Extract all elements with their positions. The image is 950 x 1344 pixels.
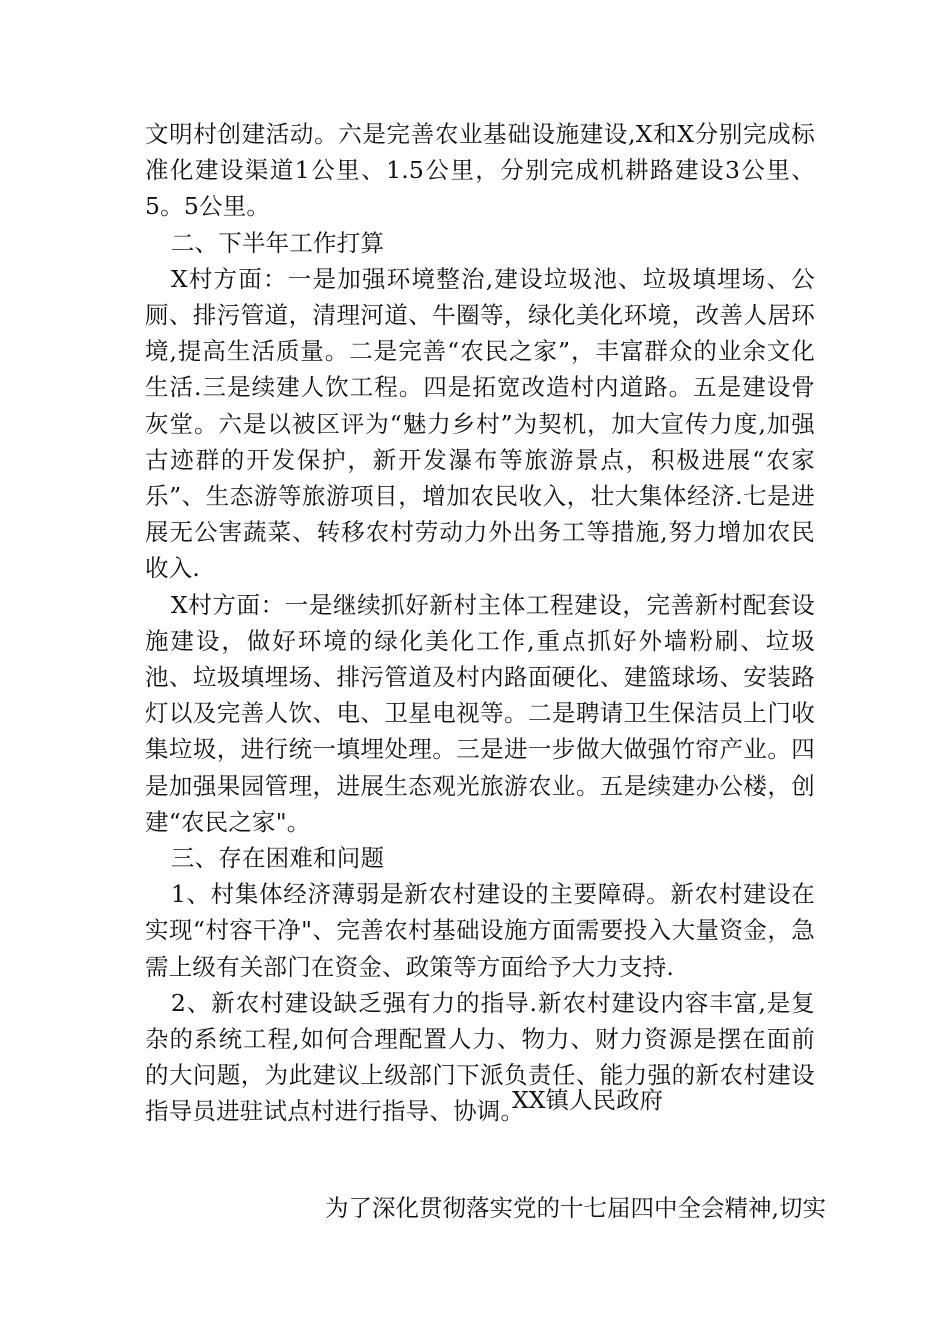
next-section-text: 为了深化贯彻落实党的十七届四中全会精神,切实 [325, 1194, 826, 1222]
section-heading-difficulties: 三、存在困难和问题 [170, 844, 385, 873]
document-body [145, 116, 815, 1130]
paragraph-village-plan-1: X村方面：一是加强环境整治,建设垃圾池、垃圾填埋场、公厕、排污管道，清理河道、牛圈等，绿化美化环境，改善人居环境,提高生活质量。二是完善“农民之家”，丰富群众的业余文化生活.三是续建人饮工程。四是拓宽改造村内道路。五是建设骨灰堂。六是以被区评为“魅力乡村”为契机，加大宣传力度,加强古迹群的开发保护，新开发瀑布等旅游景点，积极进展“农家乐”、生态游等旅游项目，增加农民收入，壮大集体经济.七是进展无公害蔬菜、转移农村劳动力外出务工等措施,努力增加农民收入. [145, 264, 815, 583]
paragraph-continuation: 文明村创建活动。六是完善农业基础设施建设,X和X分别完成标准化建设渠道1公里、1.5公里，分别完成机耕路建设3公里、5。5公里。 [145, 120, 815, 221]
signature-organization: XX镇人民政府 [512, 1086, 663, 1114]
section-heading-second-half-plan: 二、下半年工作打算 [170, 228, 385, 257]
paragraph-village-plan-2: X村方面：一是继续抓好新村主体工程建设，完善新村配套设施建设，做好环境的绿化美化工作,重点抓好外墙粉刷、垃圾池、垃圾填埋场、排污管道及村内路面硬化、建篮球场、安装路灯以及完善人饮、电、卫星电视等。二是聘请卫生保洁员上门收集垃圾，进行统一填埋处理。三是进一步做大做强竹帘产业。四是加强果园管理，进展生态观光旅游农业。五是续建办公楼，创建“农民之家"。 [145, 590, 815, 836]
paragraph-difficulty-1: 1、村集体经济薄弱是新农村建设的主要障碍。新农村建设在实现“村容干净"、完善农村基础设施方面需要投入大量资金，急需上级有关部门在资金、政策等方面给予大力支持. [145, 880, 815, 981]
paragraph-difficulty-2: 2、新农村建设缺乏强有力的指导.新农村建设内容丰富,是复杂的系统工程,如何合理配置人力、物力、财力资源是摆在面前的大问题，为此建议上级部门下派负责任、能力强的新农村建设指导员进驻试点村进行指导、协调。 [145, 988, 815, 1126]
